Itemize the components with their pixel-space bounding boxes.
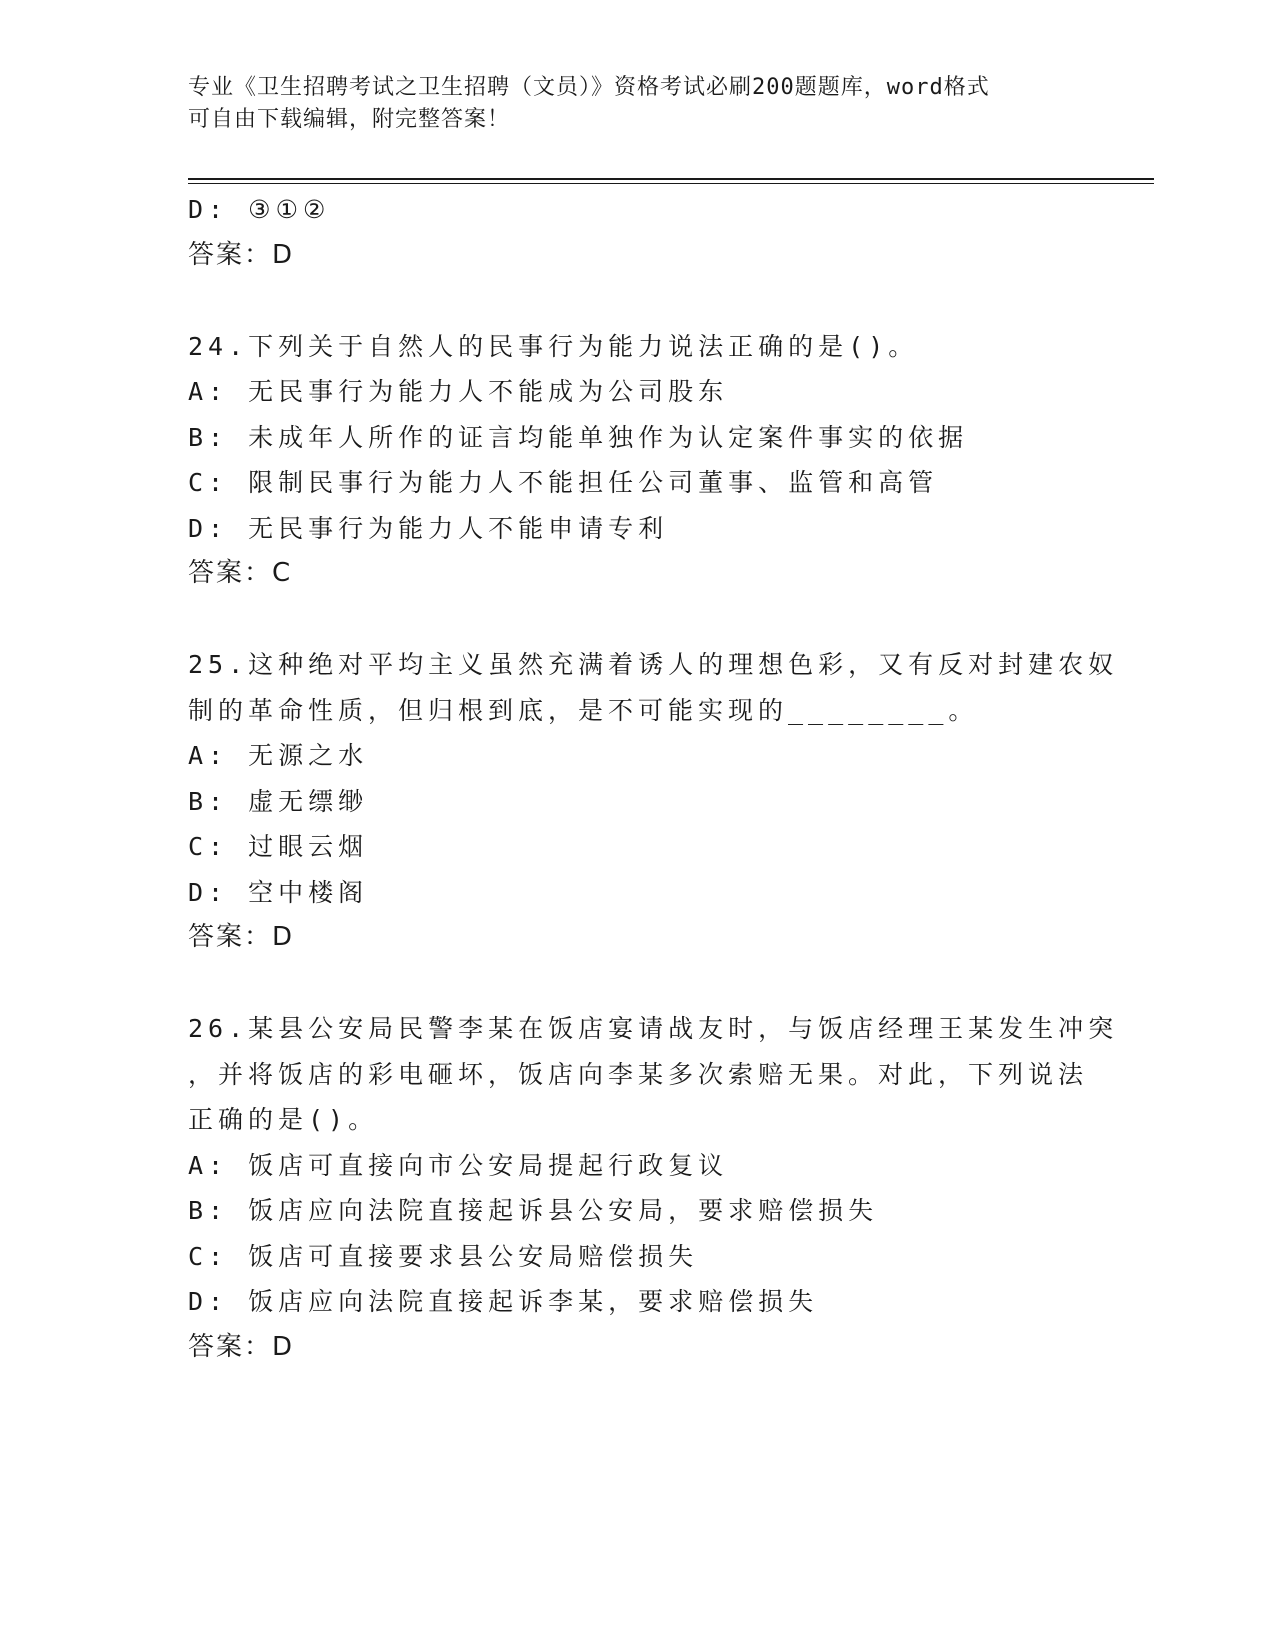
question-26 [188, 1006, 1119, 1370]
question-25-option-c: C: 过眼云烟 [188, 832, 369, 861]
question-26-stem-line-1: 26.某县公安局民警李某在饭店宴请战友时，与饭店经理王某发生冲突 [188, 1014, 1119, 1043]
question-24-option-a: A: 无民事行为能力人不能成为公司股东 [188, 377, 729, 406]
question-25-stem-line-1: 25.这种绝对平均主义虽然充满着诱人的理想色彩，又有反对封建农奴 [188, 650, 1119, 679]
spacer [188, 278, 1088, 324]
question-25-answer: 答案：D [188, 922, 295, 952]
question-26-option-a: A: 饭店可直接向市公安局提起行政复议 [188, 1150, 729, 1180]
question-25-stem-line-2: 制的革命性质，但归根到底，是不可能实现的________。 [188, 695, 979, 725]
question-25 [188, 642, 1119, 961]
question-26-option-c: C: 饭店可直接要求县公安局赔偿损失 [188, 1241, 699, 1271]
question-25-option-d: D: 空中楼阁 [188, 877, 369, 907]
question-25-option-a: A: 无源之水 [188, 741, 369, 770]
header-divider-thin [188, 183, 1154, 184]
prev-answer: 答案：D [188, 239, 295, 270]
question-26-option-d: D: 饭店应向法院直接起诉李某，要求赔偿损失 [188, 1287, 819, 1316]
question-24 [188, 324, 1088, 597]
question-24-option-b: B: 未成年人所作的证言均能单独作为认定案件事实的依据 [188, 422, 969, 452]
question-26-stem-line-2: ，并将饭店的彩电砸坏，饭店向李某多次索赔无果。对此，下列说法 [188, 1059, 1089, 1089]
question-24-option-c: C: 限制民事行为能力人不能担任公司董事、监管和高管 [188, 468, 939, 497]
question-26-option-b: B: 饭店应向法院直接起诉县公安局，要求赔偿损失 [188, 1196, 879, 1225]
question-24-option-d: D: 无民事行为能力人不能申请专利 [188, 513, 669, 543]
question-26-stem-line-3: 正确的是()。 [188, 1105, 379, 1134]
question-26-answer: 答案：D [188, 1331, 295, 1362]
question-24-stem: 24.下列关于自然人的民事行为能力说法正确的是()。 [188, 331, 919, 361]
header-divider-thick [188, 178, 1154, 180]
spacer [188, 597, 1088, 643]
header-line-2: 可自由下载编辑，附完整答案！ [188, 107, 511, 132]
spacer [188, 961, 1088, 1007]
page-header [188, 72, 1068, 136]
question-24-answer: 答案：C [188, 558, 293, 588]
prev-option-d: D: ③①② [188, 195, 331, 224]
question-25-option-b: B: 虚无缥缈 [188, 786, 369, 816]
header-line-1: 专业《卫生招聘考试之卫生招聘（文员）》资格考试必刷200题题库，word格式 [188, 75, 990, 100]
question-content [188, 187, 1119, 1370]
